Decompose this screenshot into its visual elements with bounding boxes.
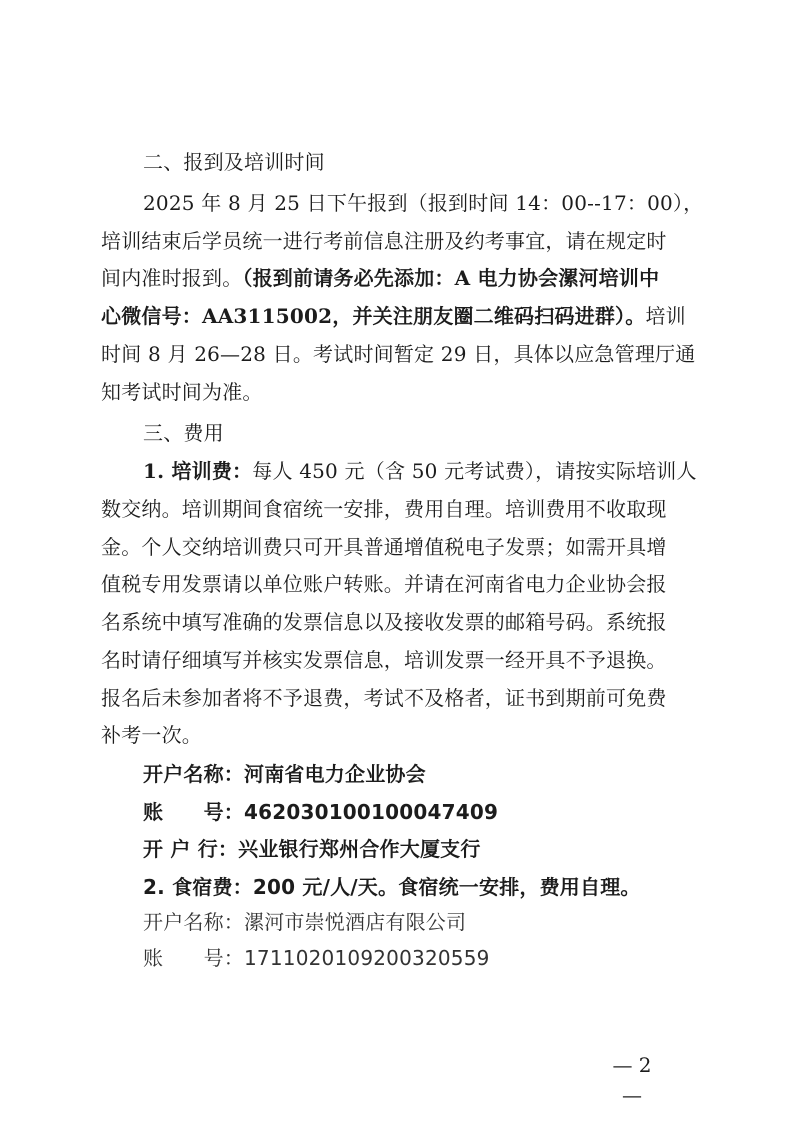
lodging-fee-label: 2. 食宿费： [143,875,253,899]
lodging-fee-row [143,872,743,902]
training-fee-line-5: 名系统中填写准确的发票信息以及接收发票的邮箱号码。系统报 [101,610,667,634]
bank2-account-label: 账 号： [143,946,244,970]
training-fee-text-1: 每人 450 元（含 50 元考试费），请按实际培训人 [252,459,697,483]
bank1-account-row [143,797,743,827]
bank1-account-label: 账 号： [143,800,244,824]
training-fee-line-2: 数交纳。培训期间食宿统一安排，费用自理。培训费用不收取现 [101,497,667,521]
section2-heading: 二、报到及培训时间 [143,150,325,174]
training-fee-line-7: 报名后未参加者将不予退费，考试不及格者，证书到期前可免费 [101,686,667,710]
section2-line-4 [101,301,701,331]
lodging-fee-text: 200 元/人/天。食宿统一安排，费用自理。 [252,875,641,899]
bank2-name-row [143,907,743,937]
bank2-name-value: 漯河市崇悦酒店有限公司 [244,910,467,934]
section2-line-6: 知考试时间为准。 [101,380,263,404]
section2-line-2: 培训结束后学员统一进行考前信息注册及约考事宜，请在规定时 [101,229,667,253]
training-fee-line-8: 补考一次。 [101,723,202,747]
section2-line-1: 2025 年 8 月 25 日下午报到（报到时间 14：00--17：00）， [143,191,704,215]
section2-line-4-normal: 培训 [645,304,686,328]
bank1-name-value: 河南省电力企业协会 [244,762,426,786]
bank2-account-value: 171102010920032055​9 [244,946,490,970]
bank1-bank-row [143,834,743,864]
bank2-name-label: 开户名称： [143,910,244,934]
training-fee-line-4: 值税专用发票请以单位账户转账。并请在河南省电力企业协会报 [101,572,667,596]
bank1-account-value: 462030100100047409 [244,800,499,824]
page-number: — 2 — [612,1053,652,1107]
bank1-bank-value: 兴业银行郑州合作大厦支行 [238,837,481,861]
training-fee-line-6: 名时请仔细填写并核实发票信息，培训发票一经开具不予退换。 [101,648,667,672]
section3-heading: 三、费用 [143,421,224,445]
bank2-account-row [143,943,743,973]
bank1-name-label: 开户名称： [143,762,244,786]
training-fee-line-3: 金。个人交纳培训费只可开具普通增值税电子发票；如需开具增 [101,535,667,559]
section2-line-5: 时间 8 月 26—28 日。考试时间暂定 29 日，具体以应急管理厅通 [101,342,696,366]
training-fee-line-1 [143,456,743,486]
bank1-bank-label: 开 户 行： [143,837,239,861]
section2-line-4-bold: 心微信号：AA3115002，并关注朋友圈二维码扫码进群）。 [101,304,646,328]
section2-line-3-normal: 间内准时报到。 [101,266,243,290]
section2-line-3-bold: （报到前请务必先添加：A 电力协会漯河培训中 [242,266,660,290]
section2-line-3 [101,263,701,293]
bank1-name-row [143,759,743,789]
training-fee-label: 1. 培训费： [143,459,253,483]
